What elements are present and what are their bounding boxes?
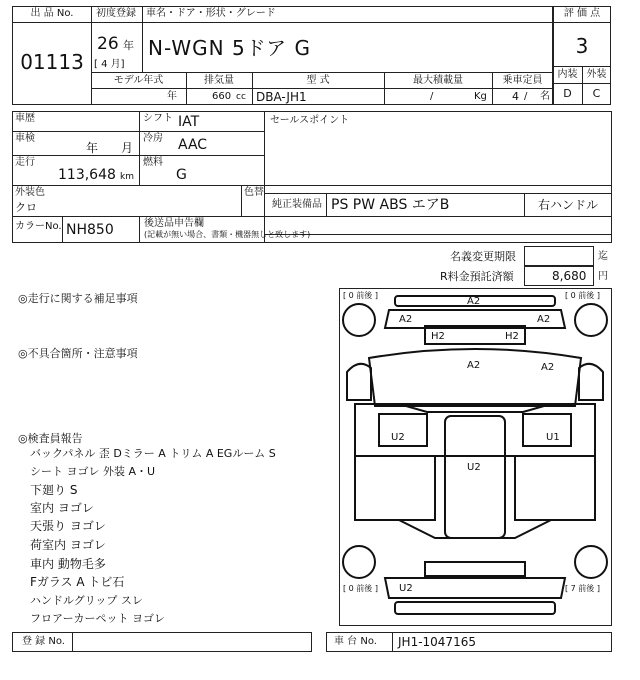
- mark-hood-front-right: A2: [537, 314, 551, 325]
- load-slash: /: [430, 91, 434, 102]
- name-change-box: [524, 246, 594, 266]
- tire-rear-right: [575, 546, 607, 578]
- mileage-label: 走行: [15, 157, 35, 168]
- report-line: シート ヨゴレ 外装 A・U: [30, 465, 156, 478]
- defects-label: ◎不具合箇所・注意事項: [18, 347, 138, 360]
- inspection-year-unit: 年: [86, 141, 99, 155]
- tire-front-left: [343, 304, 375, 336]
- inspection-label: 車検: [15, 133, 35, 144]
- ext-color-label: 外装色: [15, 187, 45, 198]
- chassis-number: JH1-1047165: [398, 635, 476, 649]
- chassis-label: 車 台 No.: [334, 636, 377, 647]
- interior-label: 内装: [557, 69, 578, 80]
- equipment-label: 純正装備品: [272, 199, 322, 210]
- reg-month: [ 4 月]: [94, 59, 125, 70]
- history-label: 車歴: [15, 113, 35, 124]
- repaint-label: 色替: [244, 187, 264, 198]
- mark-fender-rear-right: A2: [541, 362, 555, 373]
- ext-color-value: クロ: [15, 201, 37, 214]
- fuel-label: 燃料: [143, 157, 163, 168]
- exterior-label: 外装: [586, 69, 607, 80]
- report-line: 荷室内 ヨゴレ: [30, 538, 106, 552]
- ac-value: AAC: [178, 137, 208, 153]
- shift-label: シフト: [143, 113, 173, 124]
- recycle-amount: 8,680: [552, 269, 587, 283]
- tire-label-fl: [ 0 前後 ]: [343, 291, 378, 300]
- model-type: DBA-JH1: [256, 90, 307, 104]
- tire-label-rl: [ 0 前後 ]: [343, 584, 378, 593]
- score-value: 3: [575, 34, 589, 58]
- recycle-unit: 円: [598, 271, 608, 282]
- mark-hood-front-left: A2: [399, 314, 413, 325]
- reg-year-unit: 年: [123, 39, 134, 52]
- steering-value: 右ハンドル: [538, 198, 599, 212]
- displacement-label: 排気量: [204, 75, 234, 86]
- mileage-unit: km: [120, 172, 134, 182]
- mileage-value: 113,648: [58, 167, 116, 183]
- reg-no-label: 登 録 No.: [22, 636, 65, 647]
- car-name: N-WGN 5ドア G: [148, 36, 311, 60]
- mark-rear: U2: [399, 583, 413, 594]
- recycle-label: R料金預託済額: [440, 270, 514, 283]
- capacity-value: 4: [512, 90, 519, 103]
- capacity-slash: /: [524, 91, 528, 102]
- report-line: ハンドルグリップ スレ: [30, 594, 143, 607]
- mark-roof: U2: [467, 462, 481, 473]
- inspection-month-unit: 月: [121, 141, 134, 155]
- tire-rear-left: [343, 546, 375, 578]
- mark-bumper-front: A2: [467, 296, 481, 307]
- mark-door-left: U2: [391, 432, 405, 443]
- mark-h2-right: H2: [505, 331, 519, 342]
- tire-label-fr: [ 0 前後 ]: [565, 291, 600, 300]
- car-damage-diagram: [339, 288, 612, 626]
- car-name-label: 車名・ドア・形状・グレード: [146, 8, 276, 19]
- shift-value: IAT: [178, 114, 200, 130]
- inspector-report-label: ◎検査員報告: [18, 432, 83, 445]
- report-line: バックパネル 歪 Dミラー A トリム A EGルーム S: [30, 447, 276, 460]
- report-line: Fガラス A トビ石: [30, 575, 125, 589]
- mark-h2-left: H2: [431, 331, 445, 342]
- aftermarket-note: (記載が無い場合、書類・機器無しと致します): [144, 230, 311, 239]
- fuel-value: G: [176, 167, 187, 183]
- tire-label-rr: [ 7 前後 ]: [565, 584, 600, 593]
- model-year-unit: 年: [167, 91, 177, 102]
- displacement-unit: cc: [236, 92, 246, 102]
- report-line: 天張り ヨゴレ: [30, 519, 106, 533]
- lot-number: 01113: [20, 50, 84, 74]
- color-no-label: カラーNo.: [15, 221, 62, 232]
- report-line: 下廻り S: [30, 483, 78, 497]
- color-no-value: NH850: [66, 222, 114, 238]
- model-year-label: モデル年式: [113, 75, 164, 86]
- driving-notes-label: ◎走行に関する補足事項: [18, 292, 138, 305]
- equipment-value: PS PW ABS エアB: [331, 197, 450, 213]
- mark-door-right: U1: [546, 432, 560, 443]
- name-change-label: 名義変更期限: [450, 250, 516, 263]
- load-unit: Kg: [474, 91, 487, 102]
- score-label: 評 価 点: [563, 8, 601, 19]
- name-change-unit: 迄: [598, 251, 608, 262]
- selling-points-label: セールスポイント: [270, 115, 350, 126]
- displacement-value: 660: [212, 91, 232, 102]
- capacity-unit: 名: [540, 91, 550, 102]
- report-line: フロアーカーペット ヨゴレ: [30, 612, 165, 625]
- report-line: 室内 ヨゴレ: [30, 501, 94, 515]
- aftermarket-label: 後送品申告欄: [144, 218, 204, 229]
- reg-year: 26: [97, 34, 119, 54]
- tire-front-right: [575, 304, 607, 336]
- report-line: 車内 動物毛多: [30, 557, 106, 571]
- lot-label: 出 品 No.: [30, 8, 74, 19]
- first-reg-label: 初度登録: [96, 8, 136, 19]
- max-load-label: 最大積載量: [413, 75, 463, 86]
- mark-roof-front: A2: [467, 360, 481, 371]
- ac-label: 冷房: [143, 133, 163, 144]
- type-label: 型 式: [306, 75, 330, 86]
- capacity-label: 乗車定員: [502, 75, 543, 86]
- interior-grade: D: [563, 87, 572, 100]
- exterior-grade: C: [592, 87, 601, 100]
